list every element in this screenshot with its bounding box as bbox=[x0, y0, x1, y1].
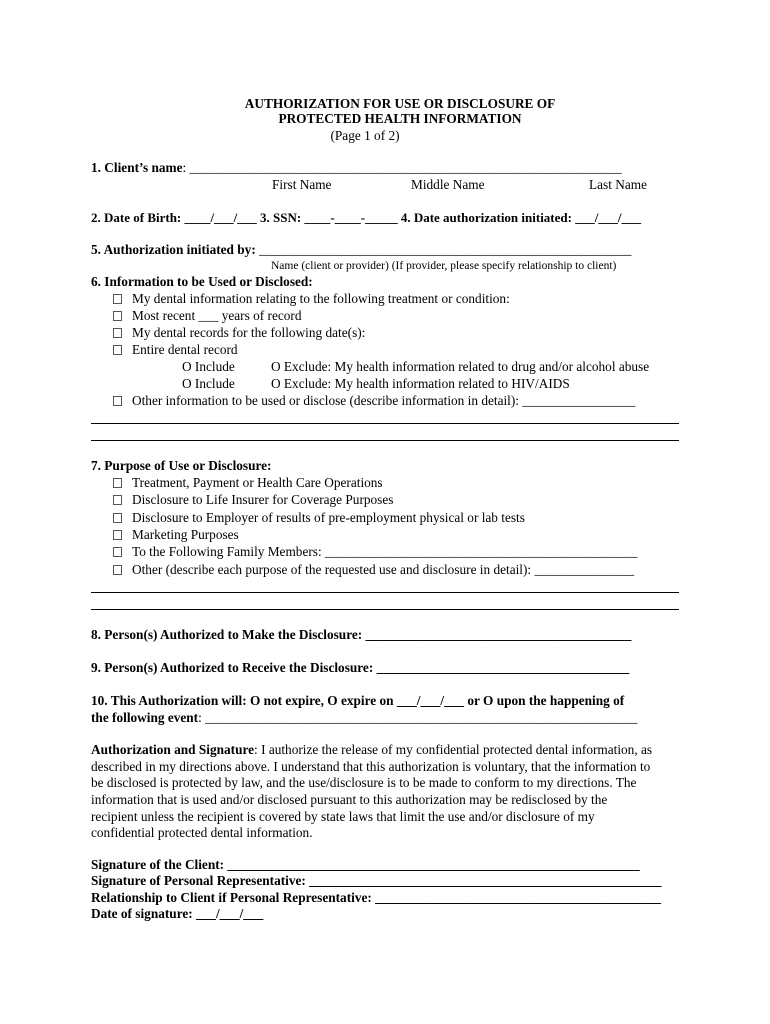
form-title-line2: PROTECTED HEALTH INFORMATION bbox=[278, 111, 522, 126]
expiration-options[interactable]: 10. This Authorization will: O not expire, O expire on ___/___/___ or O upon the happening of bbox=[91, 693, 625, 708]
receive-disclosure-field[interactable]: 9. Person(s) Authorized to Receive the Disclosure: ______________________________________ bbox=[91, 660, 630, 675]
info-item-recent-years[interactable] bbox=[113, 307, 301, 324]
info-item-label: Most recent ___ years of record bbox=[132, 308, 302, 323]
purpose-blank-line[interactable] bbox=[91, 609, 679, 610]
info-blank-line[interactable] bbox=[91, 440, 679, 441]
include-option-1[interactable]: O Include bbox=[182, 359, 235, 374]
auth-line-1 bbox=[91, 741, 652, 758]
include-option-2[interactable]: O Include bbox=[182, 376, 235, 391]
initiated-by-caption: Name (client or provider) (If provider, please specify relationship to client) bbox=[271, 260, 617, 272]
info-item-label: Other information to be used or disclose (describe information in detail): _________________ bbox=[132, 393, 636, 408]
middle-name-caption: Middle Name bbox=[411, 177, 485, 192]
initiated-by-blank[interactable]: ________________________________________________________ bbox=[259, 242, 632, 257]
info-item-dates[interactable] bbox=[113, 324, 365, 341]
purpose-item-label: Disclosure to Life Insurer for Coverage Purposes bbox=[132, 492, 394, 507]
event-label: the following event bbox=[91, 710, 199, 725]
first-name-caption: First Name bbox=[272, 177, 332, 192]
info-item-treatment[interactable] bbox=[113, 290, 510, 307]
purpose-item-label: Disclosure to Employer of results of pre-employment physical or lab tests bbox=[132, 510, 525, 525]
checkbox[interactable] bbox=[113, 396, 122, 406]
purpose-item-treatment[interactable] bbox=[113, 474, 383, 491]
info-item-label: Entire dental record bbox=[132, 342, 238, 357]
checkbox[interactable] bbox=[113, 294, 122, 304]
auth-text: : I authorize the release of my confidential protected dental information, as bbox=[254, 742, 653, 757]
auth-line: recipient unless the recipient is covered by state laws that limit the use and/or disclosure of my bbox=[91, 809, 595, 824]
auth-line: be disclosed is protected by law, and the use/disclosure is to be made to conform to my directions. The bbox=[91, 775, 637, 790]
purpose-item-marketing[interactable] bbox=[113, 526, 239, 543]
purpose-heading: 7. Purpose of Use or Disclosure: bbox=[91, 458, 272, 473]
info-item-other[interactable] bbox=[113, 392, 635, 409]
make-disclosure-field[interactable]: 8. Person(s) Authorized to Make the Disclosure: ________________________________________ bbox=[91, 627, 632, 642]
event-field[interactable] bbox=[91, 709, 637, 726]
info-disclosed-heading: 6. Information to be Used or Disclosed: bbox=[91, 274, 313, 289]
checkbox[interactable] bbox=[113, 478, 122, 488]
auth-heading: Authorization and Signature bbox=[91, 742, 255, 757]
purpose-item-label: Treatment, Payment or Health Care Operations bbox=[132, 475, 383, 490]
info-item-label: My dental information relating to the following treatment or condition: bbox=[132, 291, 510, 306]
client-signature-field[interactable]: Signature of the Client: ______________________________________________________________ bbox=[91, 857, 640, 872]
signature-date-field[interactable]: Date of signature: ___/___/___ bbox=[91, 906, 264, 921]
info-blank-line[interactable] bbox=[91, 423, 679, 424]
checkbox[interactable] bbox=[113, 547, 122, 557]
initiated-by-field[interactable] bbox=[91, 241, 631, 258]
checkbox[interactable] bbox=[113, 513, 122, 523]
dob-ssn-date-row[interactable]: 2. Date of Birth: ____/___/___ 3. SSN: ____-____-_____ 4. Date authorization initiated: ___/___/___ bbox=[91, 210, 641, 225]
purpose-item-label: Other (describe each purpose of the requested use and disclosure in detail): _______________ bbox=[132, 562, 635, 577]
initiated-by-label: 5. Authorization initiated by: bbox=[91, 242, 260, 257]
purpose-blank-line[interactable] bbox=[91, 592, 679, 593]
exclude-hiv-aids-option[interactable]: O Exclude: My health information related to HIV/AIDS bbox=[271, 376, 570, 391]
checkbox[interactable] bbox=[113, 311, 122, 321]
purpose-item-life-insurer[interactable] bbox=[113, 491, 393, 508]
checkbox[interactable] bbox=[113, 495, 122, 505]
purpose-item-family[interactable] bbox=[113, 543, 637, 560]
client-name-label: 1. Client’s name bbox=[91, 160, 183, 175]
checkbox[interactable] bbox=[113, 565, 122, 575]
page-indicator: (Page 1 of 2) bbox=[330, 128, 400, 143]
last-name-caption: Last Name bbox=[589, 177, 647, 192]
form-title-line1: AUTHORIZATION FOR USE OR DISCLOSURE OF bbox=[244, 96, 556, 111]
checkbox[interactable] bbox=[113, 345, 122, 355]
exclude-drug-alcohol-option[interactable]: O Exclude: My health information related to drug and/or alcohol abuse bbox=[271, 359, 650, 374]
client-name-blank[interactable]: : _________________________________________________________________ bbox=[182, 160, 622, 175]
info-item-label: My dental records for the following date(s): bbox=[132, 325, 366, 340]
purpose-item-label: Marketing Purposes bbox=[132, 527, 239, 542]
info-item-entire-record[interactable] bbox=[113, 341, 238, 358]
purpose-item-employer[interactable] bbox=[113, 509, 525, 526]
client-name-field[interactable] bbox=[91, 159, 622, 176]
relationship-field[interactable]: Relationship to Client if Personal Representative: ___________________________________________ bbox=[91, 890, 662, 905]
representative-signature-field[interactable]: Signature of Personal Representative: _____________________________________________________ bbox=[91, 873, 662, 888]
purpose-item-label: To the Following Family Members: _______________________________________________ bbox=[132, 544, 638, 559]
checkbox[interactable] bbox=[113, 530, 122, 540]
checkbox[interactable] bbox=[113, 328, 122, 338]
auth-line: information that is used and/or disclosed pursuant to this authorization may be redisclosed by the bbox=[91, 792, 608, 807]
purpose-item-other[interactable] bbox=[113, 561, 634, 578]
auth-line: described in my directions above. I understand that this authorization is voluntary, that the information to bbox=[91, 759, 651, 774]
event-blank[interactable]: : _________________________________________________________________ bbox=[198, 710, 638, 725]
auth-line: confidential protected dental information. bbox=[91, 825, 313, 840]
